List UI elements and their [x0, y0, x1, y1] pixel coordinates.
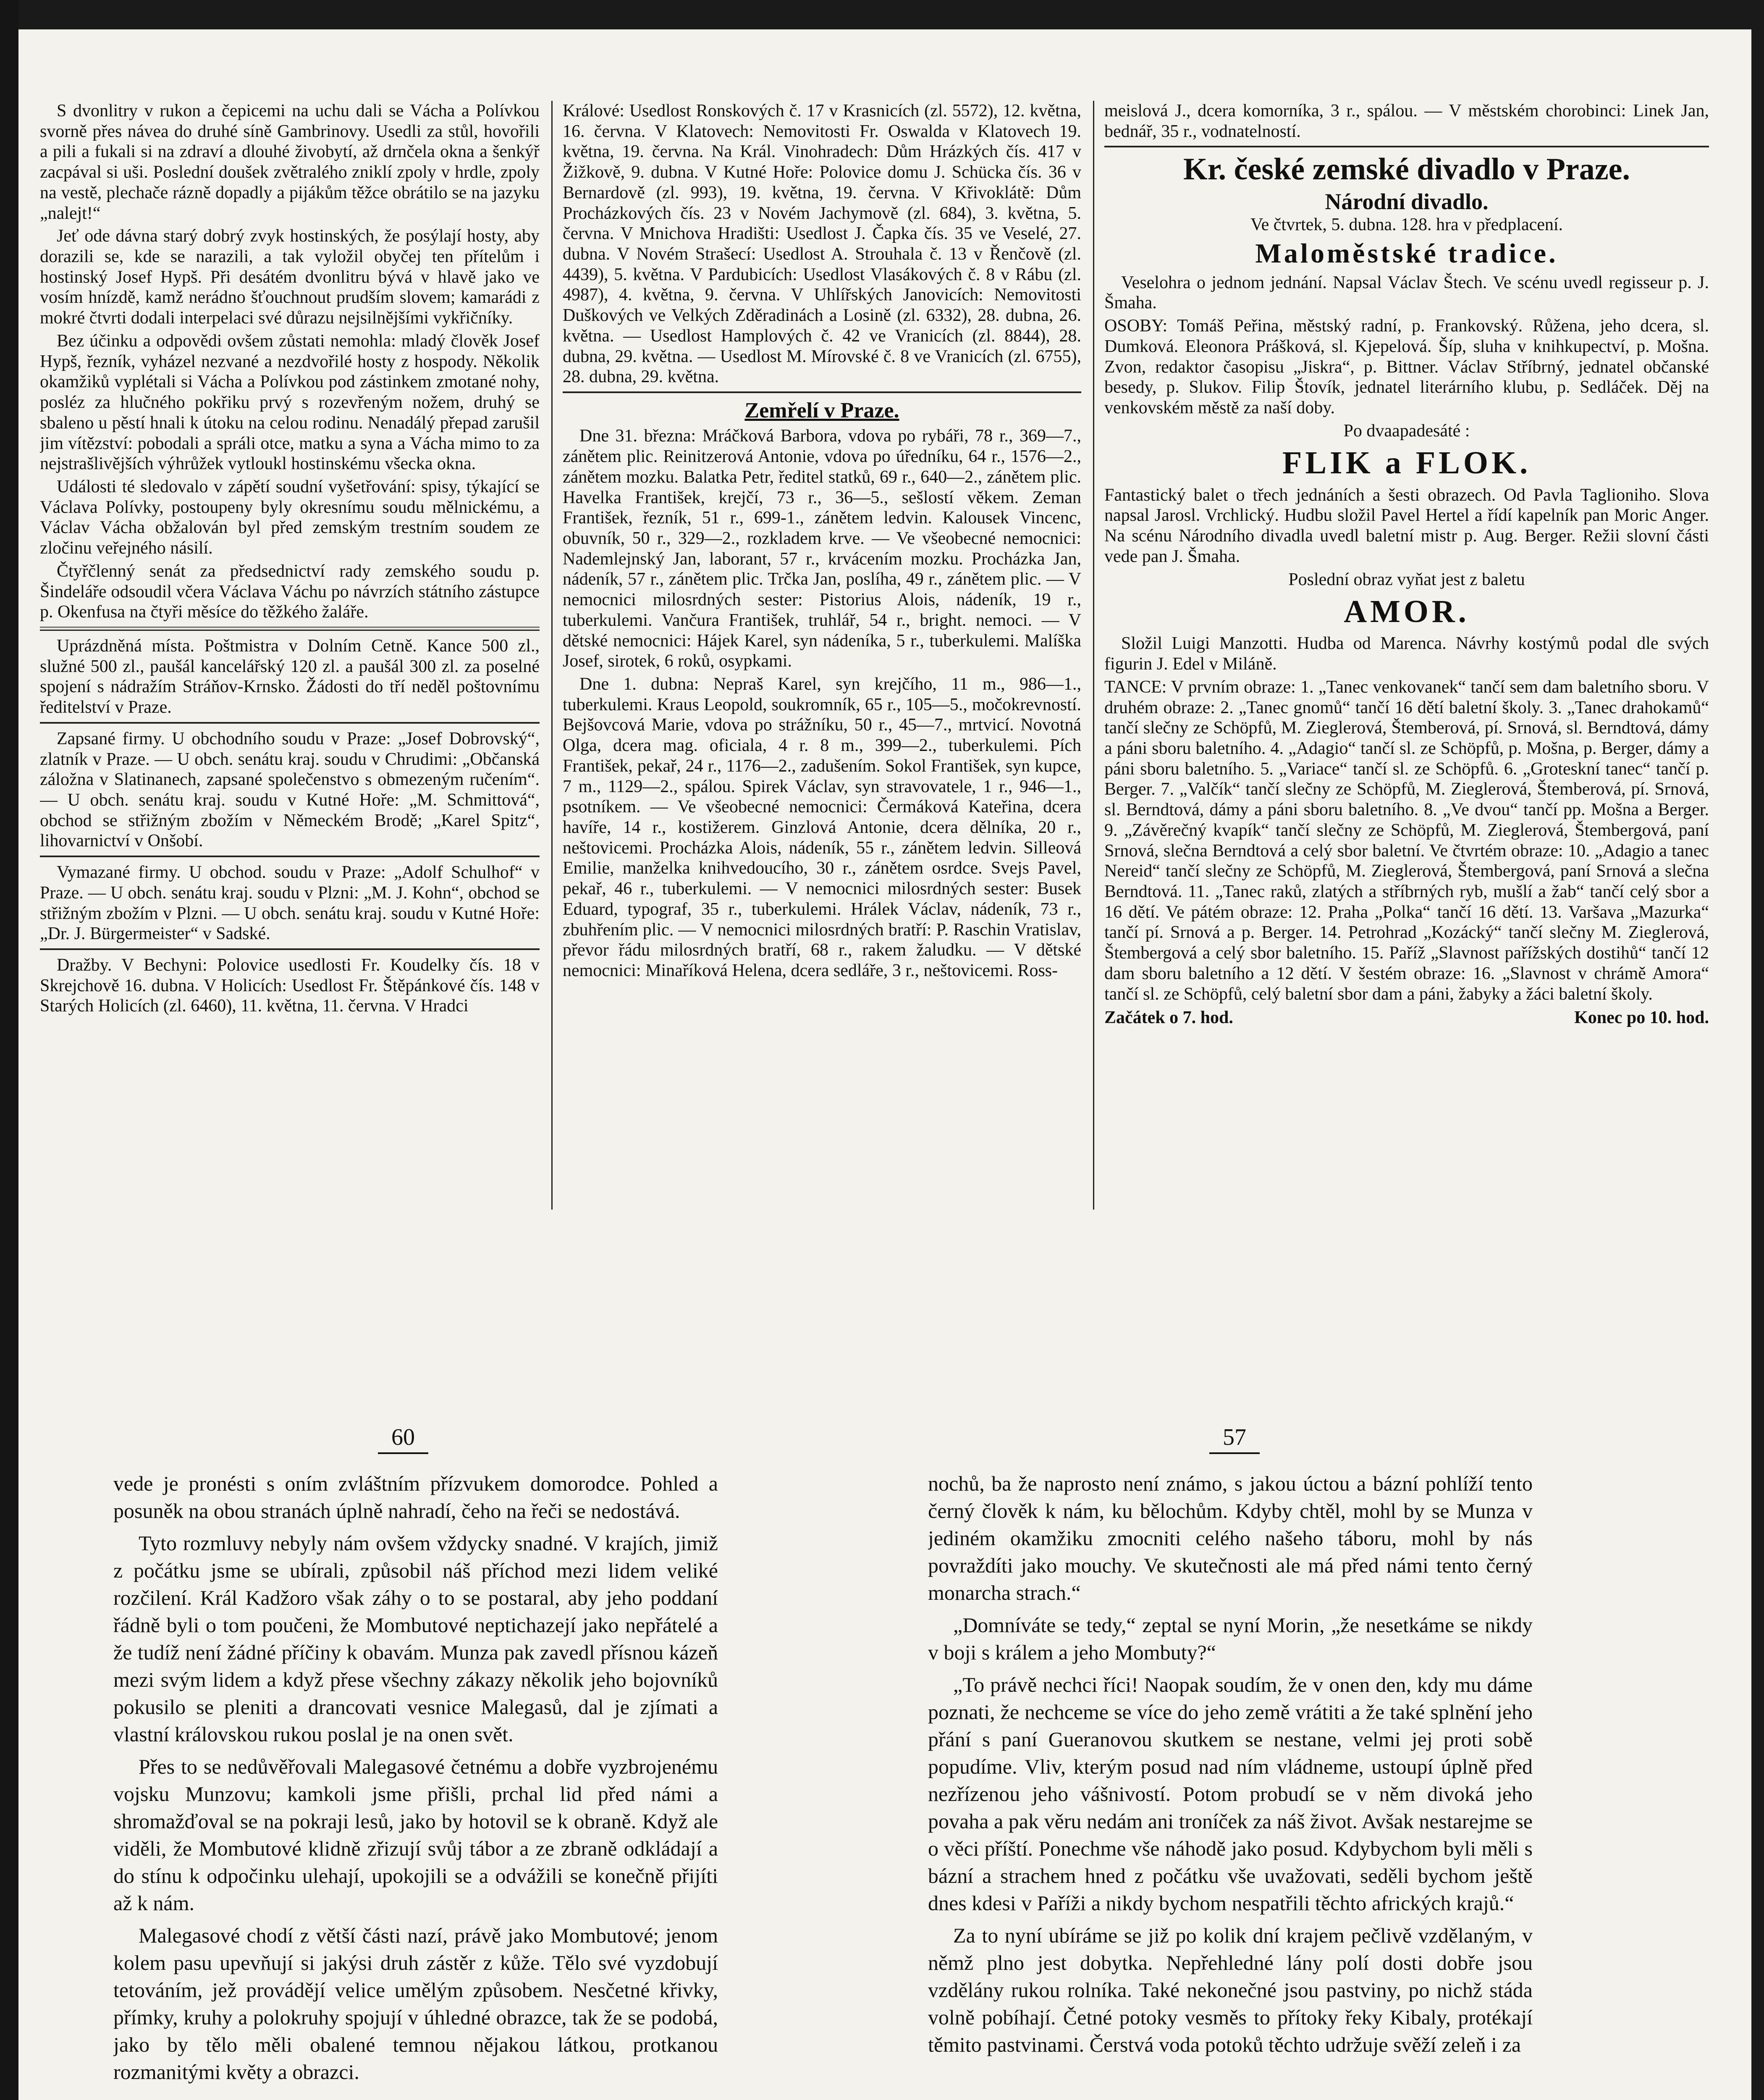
page-number-right [1193, 1424, 1276, 1454]
ballet-title-amor: AMOR. [1344, 594, 1470, 630]
novel-page-left [113, 1470, 718, 2100]
novel-paragraph: Přes to se nedůvěřovali Malegasové četnému a dobře vyzbrojenému vojsku Munzovu; kamkoli jsme přišli, prchal lid před námi a shromažďoval se na pokraji lesů, jako by hotovil se k obraně. Když ale viděli, že Mombutové klidně zřizují svůj tábor a ze zbraně odkládají a do stínu k odpočinku ulehají, upokojili se a odvážili se konečně přijíti až k nám. [113, 1755, 718, 1915]
newspaper-upper-section [40, 101, 1719, 1235]
novel-page-right [928, 1470, 1533, 2100]
ballet-description: Fantastický balet o třech jednáních a šesti obrazech. Od Pavla Taglioniho. Slova napsal Jarosl. Vrchlický. Hudbu složil Pavel Hertel a řídí kapelník pan Moric Anger. Na scénu Národního divadla uvedl baletní mistr p. Aug. Berger. Režii slovní části vede pan J. Šmaha. [1104, 485, 1709, 566]
novel-paragraph: nochů, ba že naprosto není známo, s jakou úctou a bázní pohlíží tento černý člověk k nám, ku bělochům. Kdyby chtěl, mohl by se Munza v jediném okamžiku zmocniti celého našeho táboru, mohl by nás povraždíti jako mouchy. Ve skutečnosti ale má před námi tento černý monarcha strach.“ [928, 1472, 1533, 1604]
court-report-paragraph: S dvonlitry v rukon a čepicemi na uchu dali se Vácha a Polívkou svorně přes návea do druhé síně Gambrinovy. Usedli za stůl, hovořili a pili a fukali si na zdraví a dlouhé živobytí, až drnčela okna a šenkýř zacpával si uši. Poslední doušek zvětralého zniklí zpoly v hrdle, zpoly na vestě, plechače rázně dopadly a pijákům těžce obrátilo se na jazyku „nalejt!“ [40, 101, 540, 223]
column-2 [563, 101, 1081, 1235]
column-3 [1104, 101, 1709, 1235]
deaths-paragraph: Dne 31. března: Mráčková Barbora, vdova po rybáři, 78 r., 369—7., zánětem plic. Reinitzerová Antonie, vdova po úředníku, 64 r., 1576—2., zánětem mozku. Balatka Petr, ředitel statků, 69 r., 640—2., zánětem plic. Havelka František, krejčí, 73 r., 36—5., sešlostí věkem. Zeman František, řezník, 51 r., 699-1., zánětem ledvin. Kalousek Vincenc, obuvník, 50 r., 329—2., rozkladem krve. — Ve všeobecné nemocnici: Nademlejnský Jan, laborant, 57 r., krvácením mozku. Procházka Jan, nádeník, 57 r., zánětem plic. Trčka Jan, poslíha, 49 r., zánětem plic. — V nemocnici milosrdných sester: Pistorius Alois, nádeník, 19 r., tuberkulemi. Vančura František, truhlář, 54 r., bright. nemoci. — V dětské nemocnici: Hájek Karel, syn nádeníka, 5 r., tuberkulemi. Malíška Josef, sirotek, 6 roků, osypkami. [563, 426, 1081, 671]
divider [1104, 146, 1709, 147]
scan-edge-right [1751, 0, 1764, 2100]
scan-edge-top [0, 0, 1764, 29]
novel-paragraph: Tyto rozmluvy nebyly nám ovšem vždycky snadné. V krajích, jimiž z počátku jsme se ubírali, způsobil náš příchod mezi lidem veliké rozčilení. Král Kadžoro však záhy o to se postaral, aby jeho poddaní řádně byli o tom poučeni, že Mombutové neptichazejí jako nepřátelé a že tudíž není žádné příčiny k obavám. Munza pak zavedl přísnou kázeň mezi svým lidem a když přese všechny zákazy několik jeho bojovníků pokusilo se pleniti a drancovati vesnice Malegasů, dal je zjímati a vlastní královskou rukou poslal je na onen svět. [113, 1531, 718, 1746]
play-cast: OSOBY: Tomáš Peřina, městský radní, p. Frankovský. Růžena, jeho dcera, sl. Dumková. Eleonora Prášková, sl. Kjepelová. Šíp, sluha v knihkupectví, p. Mošna. Zvon, redaktor časopisu „Jiskra“, p. Bittner. Václav Stříbrný, jednatel občanské besedy, p. Slukov. Filip Štovík, jednatel literárního klubu, p. Sedláček. Děj na venkovském městě za naší doby. [1104, 316, 1709, 418]
dance-list: TANCE: V prvním obraze: 1. „Tanec venkovanek“ tančí sem dam baletního sboru. V druhém obraze: 2. „Tanec gnomů“ tančí 16 dětí baletní školy. 3. „Tanec drahokamů“ tančí slečny ze Schöpfů, M. Zieglerová, Štemberová, pí. Srnová, sl. Berndtová, dámy a páni sboru baletního. 4. „Adagio“ tančí sl. ze Schöpfů, p. Mošna, p. Berger, dámy a páni sboru baletního. 5. „Variace“ tančí sl. ze Schöpfů. 6. „Groteskní tanec“ tančí p. Berger. 7. „Valčík“ tančí slečny ze Schöpfů, M. Zieglerová, Štemberová, pí. Srnová, sl. Berndtová, dámy a páni sboru baletního. 8. „Ve dvou“ tančí pp. Mošna a Berger. 9. „Závěrečný kvapík“ tančí slečny ze Schöpfů, M. Zieglerová, Štembergová, paní Srnová, slečna Berndtová a celý sbor baletní. Ve čtvrtém obraze: 10. „Adagio a tanec Nereid“ tančí slečny ze Schöpfů, M. Zieglerová, Štembergová, paní Srnová a slečna Berndtová. 11. „Tanec raků, zlatých a stříbrných ryb, mušlí a žab“ tančí celý sbor a 16 dětí. Ve pátém obraze: 12. Praha „Polka“ tančí 16 dětí. 13. Varšava „Mazurka“ tančí pí. Srnová a p. Berger. 14. Petrohrad „Kozácký“ tančí slečny M. Zieglerová, Štembergová a celý sbor baletního. 15. Paříž „Slavnost pařížských dostihů“ tančí 12 dam sboru baletního a 12 dětí. V šestém obraze: 16. „Slavnost v chrámě Amora“ tančí sl. ze Schöpfů, celý baletní sbor dam a páni, žabyky a žáci baletní školy. [1104, 677, 1709, 1004]
play-title: Maloměstské tradice. [1255, 238, 1558, 269]
court-report-paragraph: Jeť ode dávna starý dobrý zvyk hostinských, že posýlají hosty, aby dorazili se, kde se narazili, a tak vyložil obyčej ten přítelům i hostinský Josef Hypš. Při desátém dvonlitru bývá v hlavě jako ve vosím hnízdě, kamž nerádno šťouchnout prudším slovem; kamarádi z mokré čtvrti dodali interpelaci své důrazu nejsilnějšími vykřičníky. [40, 226, 540, 328]
end-time: Konec po 10. hod. [1574, 1008, 1709, 1028]
novel-paragraph: Malegasové chodí z větší části nazí, právě jako Mombutové; jenom kolem pasu upevňují si jakýsi druh zástěr z kůže. Tělo své vyzdobují tetováním, jež provádějí velice umělým způsobem. Nesčetné křivky, přímky, kruhy a polokruhy spojují v úhledné obrazce, tak že se podobá, jako by tělo měli obalené temnou nějakou látkou, protkanou rozmanitými květy a obrazci. [113, 1924, 718, 2084]
court-report-paragraph: Bez účinku a odpovědi ovšem zůstati nemohla: mladý člověk Josef Hypš, řezník, vyházel nezvané a nezdvořilé hosty z hospody. Několik okamžiků vyplétali si Vácha a Polívkou pod zástinkem zmotané nohy, posléz za hlučného pokřiku prvý s rozevřeným nožem, druhý se sbaleno u pěstí hnali k útoku na celou rodinu. Nenadálý přepad zarušil jim vítězství: pobodali a spráli otce, matku a syna a Vácha mimo to za nejstrašlivějších výhrůžek vytloukl hostinskému všecka okna. [40, 331, 540, 474]
play-description: Veselohra o jednom jednání. Napsal Václav Štech. Ve scénu uvedl regisseur p. J. Šmaha. [1104, 273, 1709, 313]
auctions-continued: Králové: Usedlost Ronskových č. 17 v Krasnicích (zl. 5572), 12. května, 16. června. V Klatovech: Nemovitosti Fr. Oswalda v Klatovech 19. května, 19. června. Na Král. Vinohradech: Dům Hrázkých čís. 417 v Žižkově, 9. dubna. V Kutné Hoře: Polovice domu J. Schücka čís. 36 v Bernardově (zl. 993), 19. května, 19. června. V Křivoklátě: Dům Procházkových čís. 23 v Novém Jachymově (zl. 684), 3. května, 5. června. V Mnichova Hradišti: Usedlost J. Čapka čís. 35 ve Veselé, 27. dubna. V Novém Strašecí: Usedlost A. Strouhala č. 13 v Řenčově (zl. 4439), 5. května. V Pardubicích: Usedlost Vlasákových č. 8 v Rábu (zl. 4987), 4. května, 9. června. V Uhlířských Janovicích: Nemovitosti Duškových ve Velkých Zděradinách a Losině (zl. 6332), 28. dubna, 26. května. — Usedlost Hamplových č. 42 ve Vranicích (zl. 8844), 28. dubna, 29. května. — Usedlost M. Mírovské č. 8 ve Vranicích (zl. 6755), 28. dubna, 29. května. [563, 101, 1081, 387]
divider [563, 391, 1081, 393]
page-number-left [361, 1424, 445, 1454]
deaths-paragraph: Dne 1. dubna: Nepraš Karel, syn krejčího, 11 m., 986—1., tuberkulemi. Kraus Leopold, soukromník, 65 r., 105—5., močokrevností. Bejšovcová Marie, vdova po strážníku, 50 r., 45—7., mrtvicí. Novotná Olga, dcera mag. oficiala, 4 r. 8 m., 399—2., tuberkulemi. Pích František, pekař, 24 r., 1176—2., zadušením. Sokol František, syn kupce, 7 m., 1129—2., spálou. Spirek Václav, syn stravovatele, 1 r., 946—1., psotníkem. — Ve všeobecné nemocnici: Čermáková Kateřina, dcera havíře, 14 r., kostižerem. Ginzlová Antonie, dcera dělníka, 20 r., neštovicemi. Procházka Alois, nádeník, 55 r., zánětem ledvin. Silleová Emilie, manželka knihvedoucího, 30 r., zánětem osrdce. Svejs Pavel, pekař, 46 r., tuberkulemi. — V nemocnici milosrdných sester: Busek Eduard, typograf, 35 r., tuberkulemi. Hrálek Václav, nádeník, 73 r., zbuhřením plic. — V nemocnici milosrdných bratří: P. Raschin Vratislav, převor řádu milosrdných bratří, 68 r., rakem žaludku. — V dětské nemocnici: Minaříková Helena, dcera sedláře, 3 r., neštovicemi. Ross- [563, 675, 1081, 981]
divider [40, 948, 540, 950]
page-number-underline [1209, 1452, 1260, 1454]
court-report-paragraph: Čtyřčlenný senát za předsednictví rady zemského soudu p. Šindeláře odsoudil včera Václava Váchu po návrzích státního zástupce p. Okenfusa na čtyři měsíce do těžkého žaláře. [40, 561, 540, 622]
deaths-heading: Zemřelí v Praze. [744, 399, 899, 423]
theatre-title: Kr. české zemské divadlo v Praze. [1183, 152, 1630, 187]
column-1 [40, 101, 540, 1235]
scan-edge-left [0, 0, 18, 2100]
deaths-continued: meislová J., dcera komorníka, 3 r., spálou. — V městském chorobinci: Linek Jan, bednář, 35 r., vodnatelností. [1104, 101, 1709, 141]
ballet-title-flik-flok: FLIK a FLOK. [1282, 445, 1531, 481]
novel-paragraph: „Domníváte se tedy,“ zeptal se nyní Morin, „že nesetkáme se nikdy v boji s králem a jeho Mombuty?“ [928, 1613, 1533, 1664]
start-time: Začátek o 7. hod. [1104, 1008, 1233, 1028]
vacancy-notice: Uprázdněná místa. Poštmistra v Dolním Cetně. Kance 500 zl., služné 500 zl., paušál kancelářský 120 zl. a paušál 300 zl. za poselné spojení s nádražím Stráňov-Krnsko. Žádosti do tří neděl poštovnímu ředitelství v Praze. [40, 636, 540, 717]
column-rule [551, 101, 553, 1210]
after-play-note: Po dvaapadesáté : [1343, 421, 1470, 441]
deleted-firms: Vymazané firmy. U obchod. soudu v Praze: „Adolf Schulhof“ v Praze. — U obch. senátu kraj. soudu v Plzni: „M. J. Kohn“, obchod se střižným zbožím v Plzni. — U obch. senátu kraj. soudu v Kutné Hoře: „Dr. J. Bürgermeister“ v Sadské. [40, 863, 540, 944]
ballet-amor-description: Složil Luigi Manzotti. Hudba od Marenca. Návrhy kostýmů podal dle svých figurin J. Edel v Miláně. [1104, 634, 1709, 674]
last-image-note: Poslední obraz vyňat jest z baletu [1288, 570, 1525, 589]
registered-firms: Zapsané firmy. U obchodního soudu v Praze: „Josef Dobrovský“, zlatník v Praze. — U obch. senátu kraj. soudu v Chrudimi: „Občanská záložna v Slatinanech, zapsané společenstvo s obmezeným ručením“. — U obch. senátu kraj. soudu v Kutné Hoře: „M. Schmittová“, obchod se střižným zbožím v Německém Brodě; „Karel Spitz“, lihovarnictví v Onšobí. [40, 729, 540, 851]
divider [40, 856, 540, 857]
divider [40, 722, 540, 724]
page-number-underline [378, 1452, 428, 1454]
theatre-subtitle: Národní divadlo. [1325, 189, 1489, 214]
column-rule [1093, 101, 1094, 1210]
auctions-notice: Dražby. V Bechyni: Polovice usedlosti Fr. Koudelky čís. 18 v Skrejchově 16. dubna. V Holicích: Usedlost Fr. Štěpánkové čís. 148 v Starých Holicích (zl. 6460), 11. května, 11. června. V Hradci [40, 956, 540, 1016]
performance-date: Ve čtvrtek, 5. dubna. 128. hra v předplacení. [1250, 215, 1563, 235]
page-number-text: 60 [391, 1424, 415, 1450]
novel-paragraph: Za to nyní ubíráme se již po kolik dní krajem pečlivě vzdělaným, v němž plno jest dobytka. Nepřehledné lány polí dosti dobře jsou vzdělány rukou rolníka. Také nekonečné jsou pastviny, po nichž stáda volně pobíhají. Četné potoky vesměs to přítoky řeky Kibaly, protékají těmito pastvinami. Čerstvá voda potoků těchto udržuje svěží zeleň i za [928, 1924, 1533, 2056]
show-times [1104, 1008, 1709, 1028]
novel-paragraph: vede je pronésti s oním zvláštním přízvukem domorodce. Pohled a posuněk na obou stranách úplně nahradí, čeho na řeči se nedostává. [113, 1472, 718, 1522]
novel-paragraph: „To právě nechci říci! Naopak soudím, že v onen den, kdy mu dáme poznati, že nechceme se více do jeho země vrátiti a že také splnění jeho přání s paní Gueranovou skutkem se nestane, velmi jej proti sobě popudíme. Vliv, kterým posud nad ním vládneme, ustoupí úplně před nezřízenou jeho vášnivostí. Potom probudí se v něm divoká jeho povaha a pak věru nedám ani troníček za náš život. Avšak nestarejme se o věci příští. Ponechme vše náhodě jako posud. Kdybychom byli měli s bázní a strachem hned z počátku vše uvažovati, seděli bychom ještě dnes kdesi v Paříži a nikdy bychom nespatřili těchto afrických krajů.“ [928, 1673, 1533, 1915]
court-report-paragraph: Události té sledovalo v zápětí soudní vyšetřování: spisy, týkající se Václava Polívky, postoupeny byly okresnímu soudu mělnickému, a Václav Vácha obžalován byl před zemským trestním soudem ze zločinu veřejného násilí. [40, 477, 540, 558]
page-number-text: 57 [1223, 1424, 1246, 1450]
divider [40, 627, 540, 631]
